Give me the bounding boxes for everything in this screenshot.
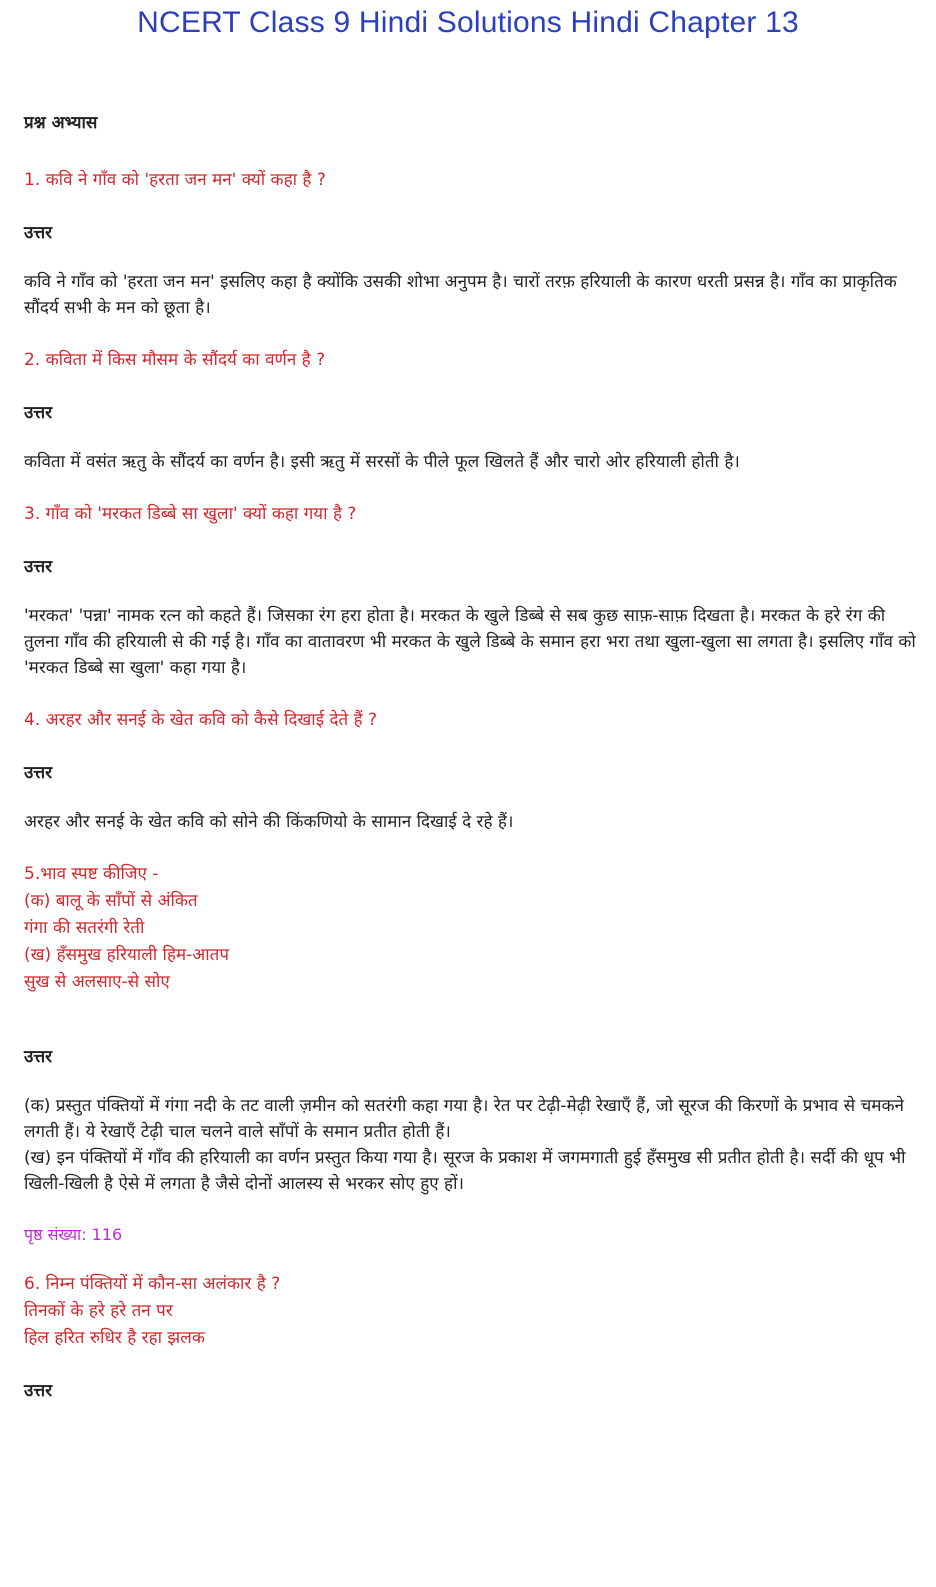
answer-5	[24, 1093, 922, 1197]
answer-1: कवि ने गाँव को 'हरता जन मन' इसलिए कहा है क्योंकि उसकी शोभा अनुपम है। चारों तरफ़ हरियाली के कारण धरती प्रसन्न है। गाँव का प्राकृतिक सौंदर्य सभी के मन को छूता है।	[24, 272, 897, 318]
answer-label-2: उत्तर	[24, 403, 53, 423]
answer-5-part-kha: (ख) इन पंक्तियों में गाँव की हरियाली का वर्णन प्रस्तुत किया गया है। सूरज के प्रकाश में जगमगाती हुई हँसमुख सी प्रतीत होती है। सर्दी की धूप भी खिली-खिली है ऐसे में लगता है जैसे दोनों आलस्य से भरकर सोए हुए हों।	[24, 1148, 906, 1194]
question-6	[24, 1271, 922, 1352]
question-3: 3. गाँव को 'मरकत डिब्बे सा खुला' क्यों कहा गया है ?	[24, 504, 357, 524]
question-4: 4. अरहर और सनई के खेत कवि को कैसे दिखाई देते हैं ?	[24, 710, 378, 730]
answer-label-4: उत्तर	[24, 763, 53, 783]
question-5	[24, 861, 922, 996]
answer-label-5: उत्तर	[24, 1047, 53, 1067]
question-5-line: (क) बालू के साँपों से अंकित	[24, 891, 198, 911]
question-6-line: हिल हरित रुधिर है रहा झलक	[24, 1328, 205, 1348]
answer-label-3: उत्तर	[24, 557, 53, 577]
section-heading: प्रश्न अभ्यास	[24, 113, 98, 133]
question-1: 1. कवि ने गाँव को 'हरता जन मन' क्यों कहा है ?	[24, 170, 326, 190]
answer-4: अरहर और सनई के खेत कवि को सोने की किंकणियो के सामान दिखाई दे रहे हैं।	[24, 812, 514, 832]
page-number: पृष्ठ संख्या: 116	[24, 1225, 123, 1244]
question-5-line: सुख से अलसाए-से सोए	[24, 972, 170, 992]
answer-label-1: उत्तर	[24, 223, 53, 243]
document-content	[22, 110, 922, 1427]
question-2: 2. कविता में किस मौसम के सौंदर्य का वर्णन है ?	[24, 350, 326, 370]
question-5-line: 5.भाव स्पष्ट कीजिए -	[24, 864, 159, 884]
answer-5-part-ka: (क) प्रस्तुत पंक्तियों में गंगा नदी के तट वाली ज़मीन को सतरंगी कहा गया है। रेत पर टेढ़ी-मेढ़ी रेखाएँ हैं, जो सूरज की किरणों के प्रभाव से चमकने लगती हैं। ये रेखाएँ टेढ़ी चाल चलने वाले साँपों के समान प्रतीत होती हैं।	[24, 1096, 904, 1142]
answer-2: कविता में वसंत ऋतु के सौंदर्य का वर्णन है। इसी ऋतु में सरसों के पीले फूल खिलते हैं और चारो ओर हरियाली होती है।	[24, 452, 740, 472]
question-5-line: गंगा की सतरंगी रेती	[24, 918, 145, 938]
question-6-line: 6. निम्न पंक्तियों में कौन-सा अलंकार है ?	[24, 1274, 281, 1294]
question-5-line: (ख) हँसमुख हरियाली हिम-आतप	[24, 945, 229, 965]
question-6-line: तिनकों के हरे हरे तन पर	[24, 1301, 173, 1321]
page-title: NCERT Class 9 Hindi Solutions Hindi Chapter 13	[137, 6, 799, 39]
answer-3: 'मरकत' 'पन्ना' नामक रत्न को कहते हैं। जिसका रंग हरा होता है। मरकत के खुले डिब्बे से सब कुछ साफ़-साफ़ दिखता है। मरकत के हरे रंग की तुलना गाँव की हरियाली से की गई है। गाँव का वातावरण भी मरकत के खुले डिब्बे के समान हरा भरा तथा खुला-खुला सा लगता है। इसलिए गाँव को 'मरकत डिब्बे सा खुला' कहा गया है।	[24, 606, 916, 678]
answer-label-6: उत्तर	[24, 1381, 53, 1401]
